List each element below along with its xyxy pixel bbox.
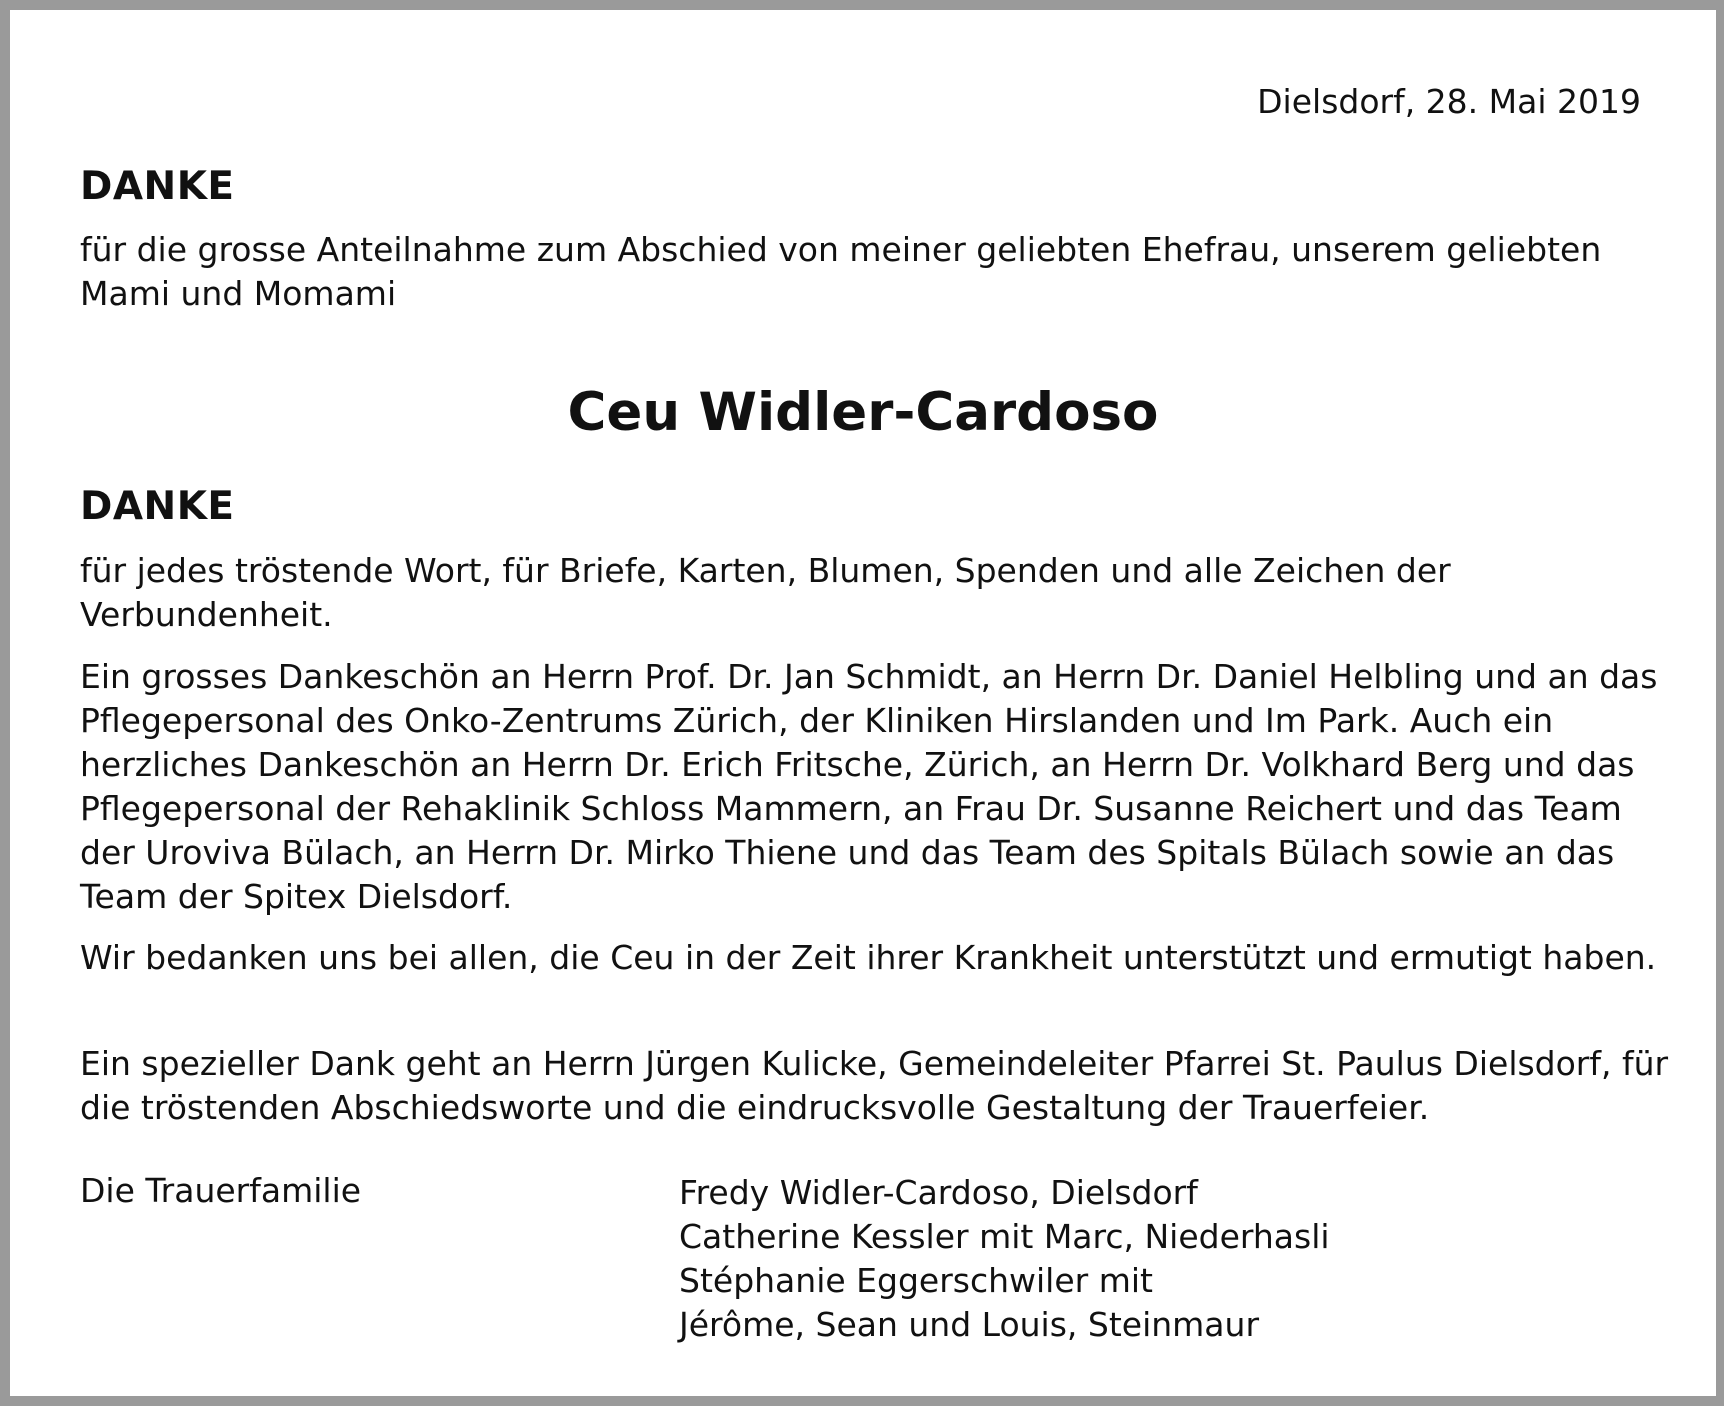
paragraph-2: Ein grosses Dankeschön an Herrn Prof. Dr. Jan Schmidt, an Herrn Dr. Daniel Helbling und an das Pflegepersonal des Onko-Zentrums Zürich, der Kliniken Hirslanden und Im Park. Auch ein herzliches Dankeschön an Herrn Dr. Erich Fritsche, Zürich, an Herrn Dr. Volkhard Berg und das Pflegepersonal der Rehaklinik Schloss Mammern, an Frau Dr. Susanne Reichert und das Team der Uroviva Bülach, an Herrn Dr. Mirko Thiene und das Team des Spitals Bülach sowie an das Team der Spitex Dielsdorf. (80, 657, 1658, 916)
paragraph-4: Ein spezieller Dank geht an Herrn Jürgen Kulicke, Gemeindeleiter Pfarrei St. Paulus Dielsdorf, für die tröstenden Abschiedsworte und die eindrucksvolle Gestaltung der Trauerfeier. (80, 1044, 1669, 1127)
family-label: Die Trauerfamilie (80, 1171, 362, 1210)
paragraph-3: Wir bedanken uns bei allen, die Ceu in der Zeit ihrer Krankheit unterstützt und ermutigt haben. (80, 938, 1657, 977)
signer-line: Catherine Kessler mit Marc, Niederhasli (679, 1217, 1330, 1256)
signers-list (679, 1171, 1330, 1347)
signer-line: Fredy Widler-Cardoso, Dielsdorf (679, 1173, 1198, 1212)
heading-danke-1: DANKE (80, 164, 235, 209)
heading-danke-2: DANKE (80, 484, 235, 529)
date-line: Dielsdorf, 28. Mai 2019 (1257, 82, 1641, 121)
signer-line: Stéphanie Eggerschwiler mit (679, 1261, 1153, 1300)
intro-text: für die grosse Anteilnahme zum Abschied von meiner geliebten Ehefrau, unserem geliebten Mami und Momami (80, 230, 1602, 313)
paragraph-1: für jedes tröstende Wort, für Briefe, Karten, Blumen, Spenden und alle Zeichen der Verbundenheit. (80, 551, 1451, 634)
signer-line: Jérôme, Sean und Louis, Steinmaur (679, 1305, 1260, 1344)
deceased-name: Ceu Widler-Cardoso (567, 382, 1159, 443)
